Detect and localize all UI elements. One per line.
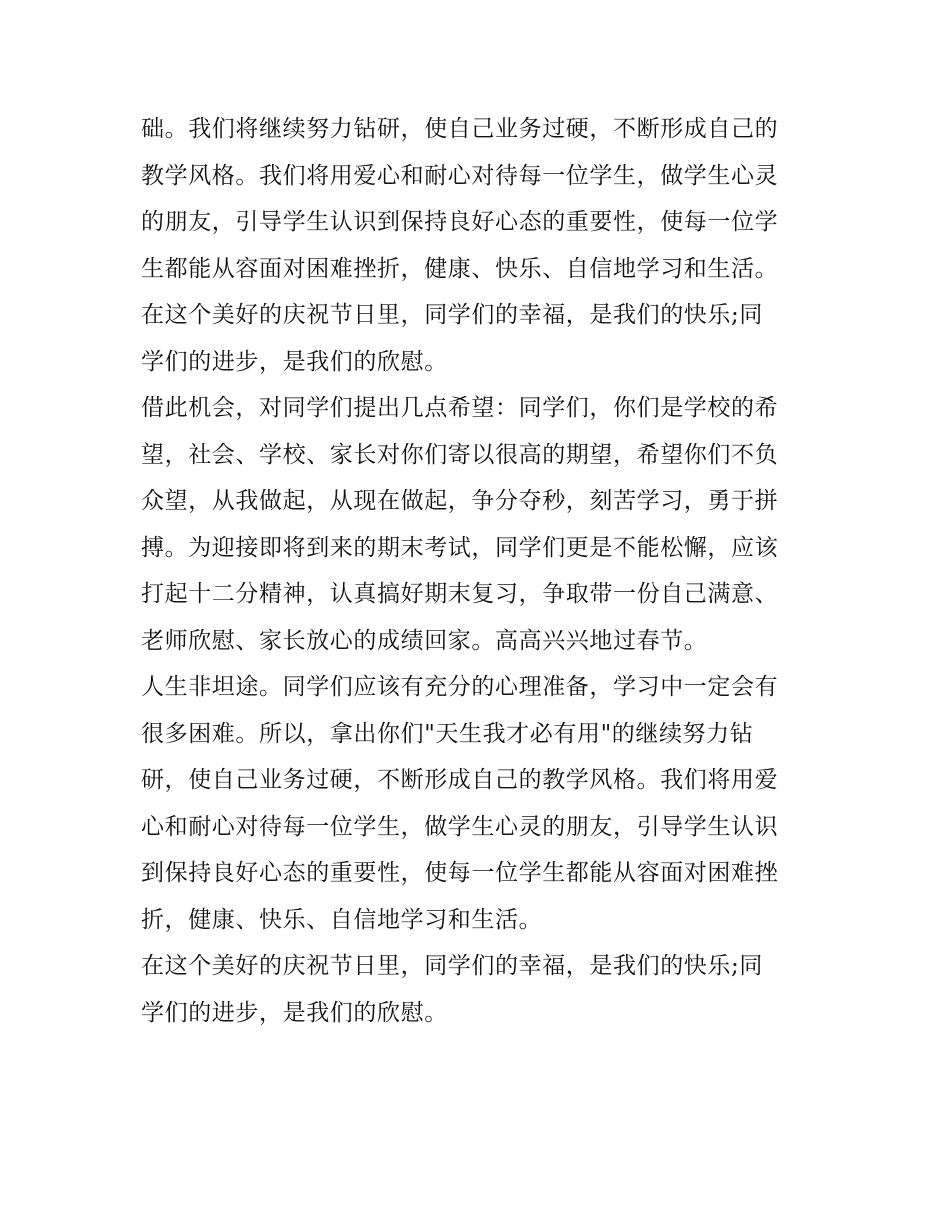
text-line: 望，社会、学校、家长对你们寄以很高的期望，希望你们不负 <box>141 441 779 468</box>
text-line: 学们的进步，是我们的欣慰。 <box>141 999 448 1026</box>
text-line: 础。我们将继续努力钻研，使自己业务过硬，不断形成自己的 <box>141 116 779 142</box>
text-line: 研，使自己业务过硬，不断形成自己的教学风格。我们将用爱 <box>141 767 779 793</box>
text-line: 折，健康、快乐、自信地学习和生活。 <box>141 906 543 933</box>
text-line: 借此机会，对同学们提出几点希望：同学们，你们是学校的希 <box>141 395 779 421</box>
text-line: 生都能从容面对困难挫折，健康、快乐、自信地学习和生活。 <box>141 255 779 282</box>
text-line: 老师欣慰、家长放心的成绩回家。高高兴兴地过春节。 <box>141 627 708 654</box>
text-line: 教学风格。我们将用爱心和耐心对待每一位学生，做学生心灵 <box>141 162 779 189</box>
text-line: 在这个美好的庆祝节日里，同学们的幸福，是我们的快乐;同 <box>141 302 763 328</box>
text-line: 的朋友，引导学生认识到保持良好心态的重要性，使每一位学 <box>141 209 779 235</box>
body-text <box>141 106 821 1036</box>
text-line: 心和耐心对待每一位学生，做学生心灵的朋友，引导学生认识 <box>141 813 779 840</box>
text-line: 在这个美好的庆祝节日里，同学们的幸福，是我们的快乐;同 <box>141 953 763 979</box>
text-line: 学们的进步，是我们的欣慰。 <box>141 348 448 375</box>
text-line: 人生非坦途。同学们应该有充分的心理准备，学习中一定会有 <box>141 674 779 700</box>
text-line: 众望，从我做起，从现在做起，争分夺秒，刻苦学习，勇于拼 <box>141 488 779 514</box>
text-line: 搏。为迎接即将到来的期末考试，同学们更是不能松懈，应该 <box>141 534 779 561</box>
text-line: 打起十二分精神，认真搞好期末复习，争取带一份自己满意、 <box>141 581 779 607</box>
text-line: 到保持良好心态的重要性，使每一位学生都能从容面对困难挫 <box>141 860 779 886</box>
text-line: 很多困难。所以，拿出你们"天生我才必有用"的继续努力钻 <box>141 720 754 747</box>
